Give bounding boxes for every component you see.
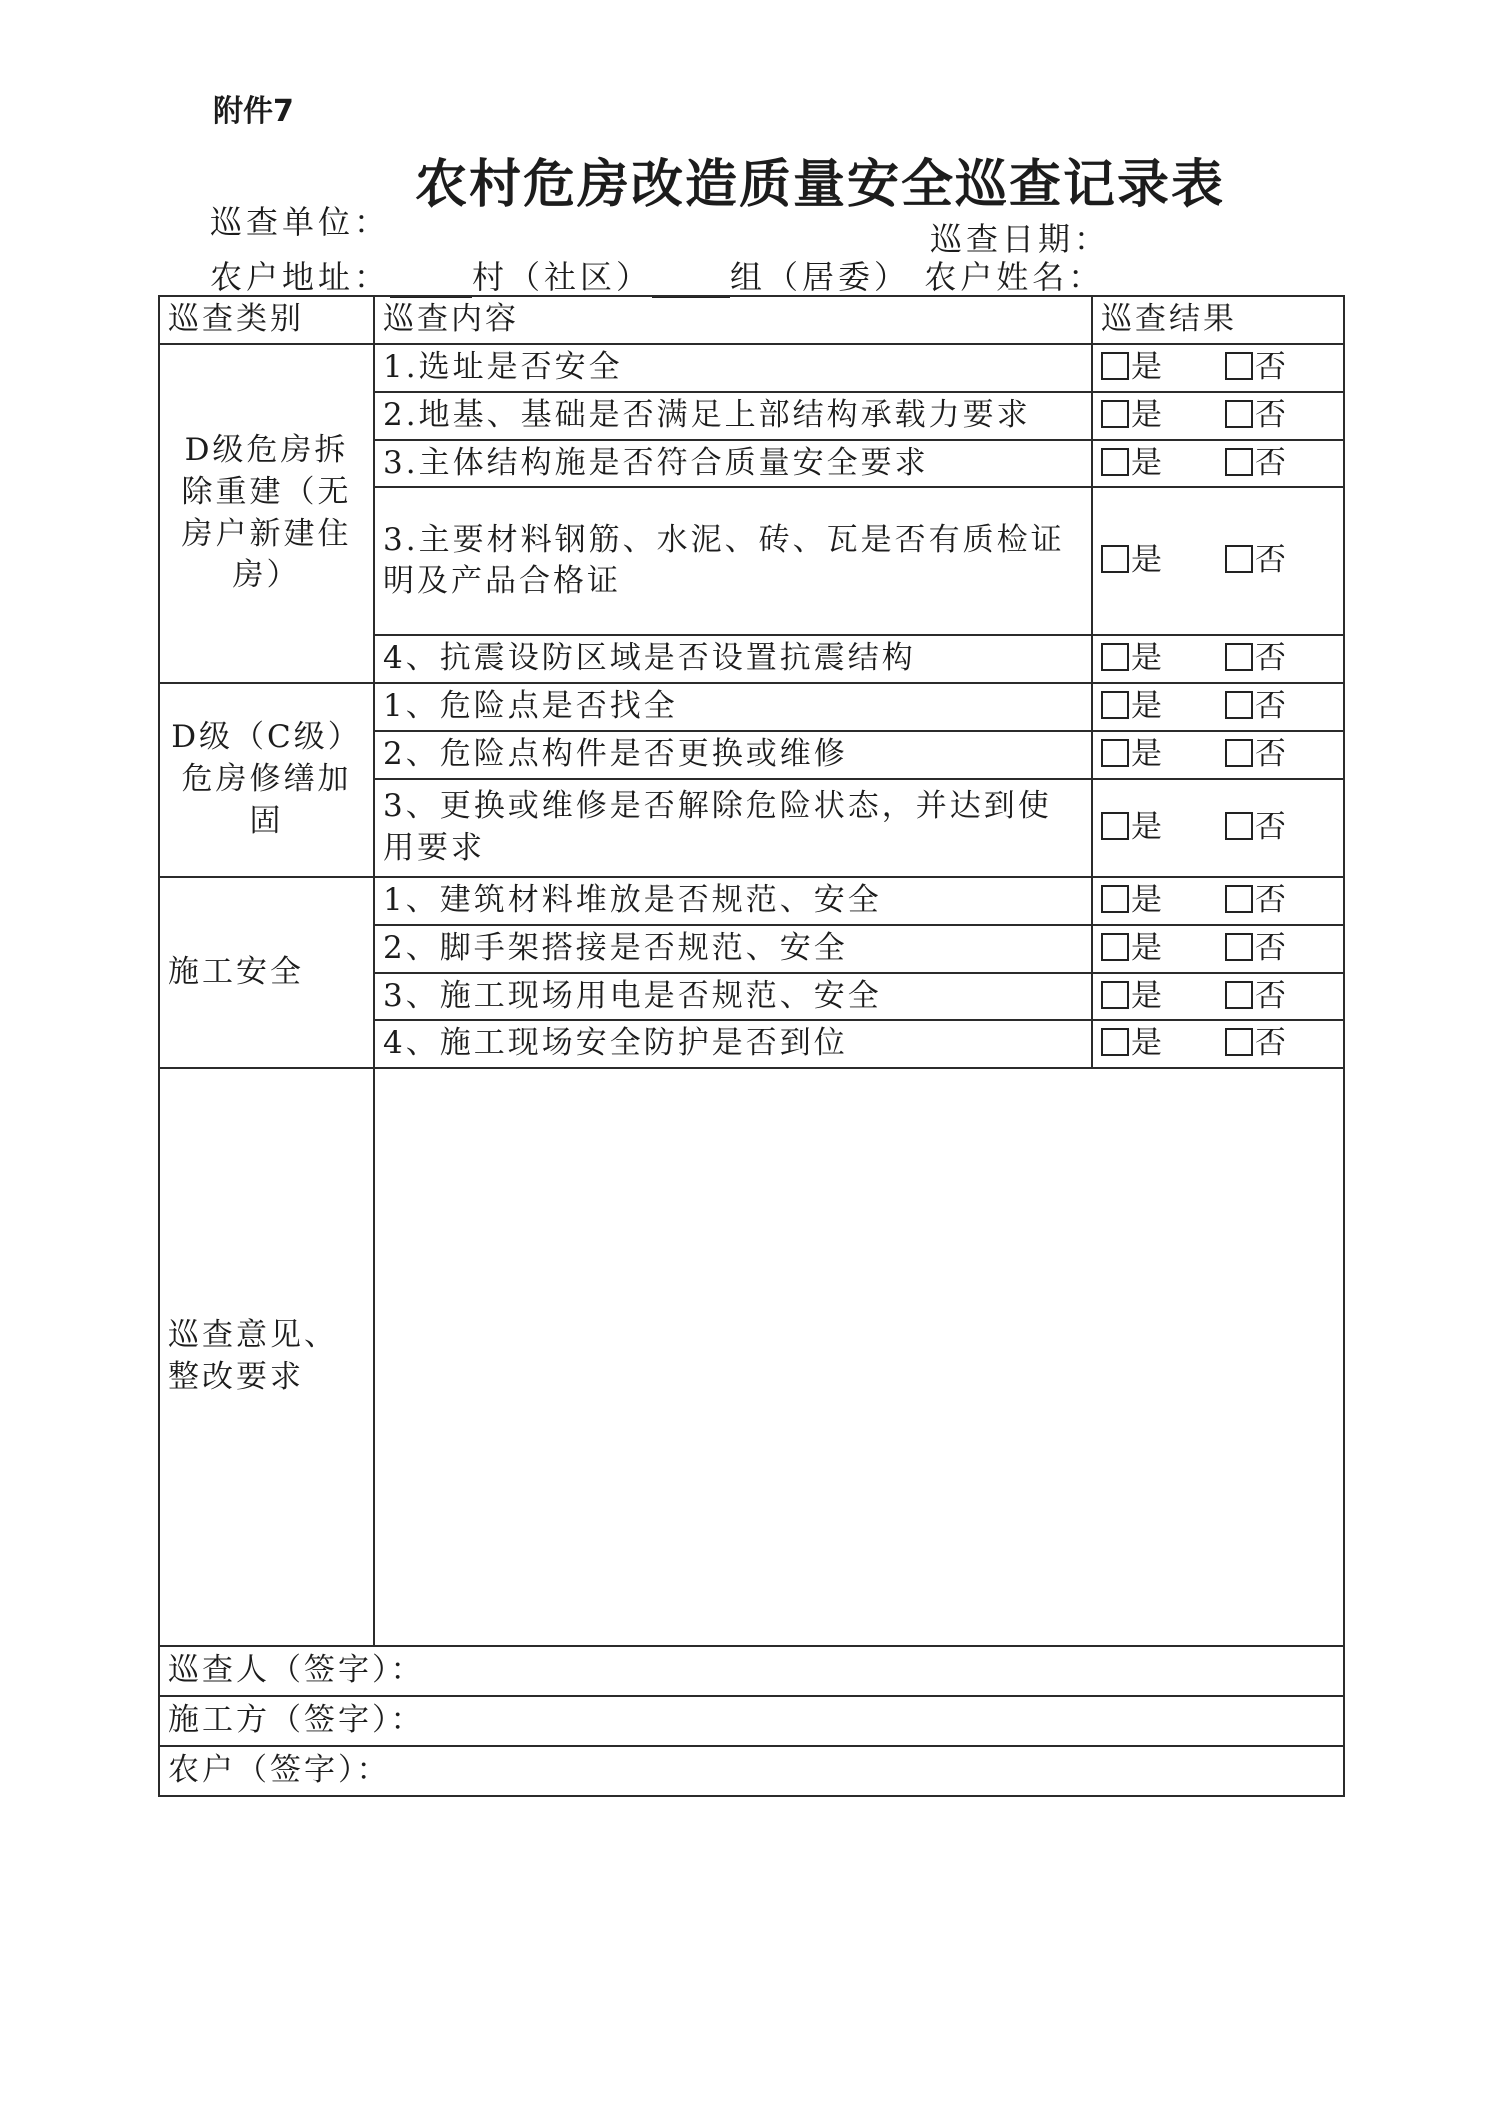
checkbox-icon[interactable] (1225, 643, 1253, 671)
category-cell: 施工安全 (159, 877, 374, 1068)
checkbox-icon[interactable] (1225, 691, 1253, 719)
content-cell: 3、更换或维修是否解除危险状态，并达到使用要求 (374, 779, 1092, 877)
category-cell: D级危房拆除重建（无房户新建住房） (159, 344, 374, 683)
yes-option[interactable]: 是 (1101, 443, 1165, 485)
no-option[interactable]: 否 (1225, 928, 1289, 970)
inspector-signature[interactable]: 巡查人（签字）： (159, 1646, 1344, 1696)
checkbox-icon[interactable] (1101, 545, 1129, 573)
no-option[interactable]: 否 (1225, 686, 1289, 728)
yes-option[interactable]: 是 (1101, 976, 1165, 1018)
checkbox-icon[interactable] (1225, 1028, 1253, 1056)
yes-option[interactable]: 是 (1101, 395, 1165, 437)
opinion-label: 巡查意见、整改要求 (159, 1068, 374, 1646)
address-label: 农户地址： (210, 258, 391, 296)
household-address-line (210, 252, 1104, 298)
yes-option[interactable]: 是 (1101, 1023, 1165, 1065)
village-label: 村（社区） (472, 258, 653, 296)
opinion-row (159, 1068, 1344, 1646)
checkbox-icon[interactable] (1101, 1028, 1129, 1056)
content-cell: 3.主体结构施是否符合质量安全要求 (374, 440, 1092, 488)
no-option[interactable]: 否 (1225, 347, 1289, 389)
checkbox-icon[interactable] (1225, 739, 1253, 767)
inspection-date-label: 巡查日期： (930, 220, 1111, 258)
content-cell: 4、抗震设防区域是否设置抗震结构 (374, 635, 1092, 683)
result-cell (1092, 440, 1344, 488)
yes-option[interactable]: 是 (1101, 880, 1165, 922)
checkbox-icon[interactable] (1225, 352, 1253, 380)
result-cell (1092, 731, 1344, 779)
checkbox-icon[interactable] (1101, 352, 1129, 380)
yes-option[interactable]: 是 (1101, 686, 1165, 728)
contractor-signature[interactable]: 施工方（签字）： (159, 1696, 1344, 1746)
no-option[interactable]: 否 (1225, 443, 1289, 485)
attachment-label: 附件7 (213, 94, 294, 129)
village-blank[interactable] (390, 266, 472, 298)
yes-option[interactable]: 是 (1101, 734, 1165, 776)
category-cell: D级（C级）危房修缮加固 (159, 683, 374, 877)
result-cell (1092, 487, 1344, 635)
household-signature[interactable]: 农户（签字）： (159, 1746, 1344, 1796)
content-cell: 2、脚手架搭接是否规范、安全 (374, 925, 1092, 973)
checkbox-icon[interactable] (1101, 643, 1129, 671)
checkbox-icon[interactable] (1225, 885, 1253, 913)
yes-option[interactable]: 是 (1101, 807, 1165, 849)
page-title: 农村危房改造质量安全巡查记录表 (415, 154, 1226, 215)
table-row (159, 344, 1344, 392)
content-cell: 1.选址是否安全 (374, 344, 1092, 392)
yes-option[interactable]: 是 (1101, 347, 1165, 389)
result-cell (1092, 973, 1344, 1021)
checkbox-icon[interactable] (1101, 933, 1129, 961)
checkbox-icon[interactable] (1101, 885, 1129, 913)
signature-row (159, 1746, 1344, 1796)
no-option[interactable]: 否 (1225, 1023, 1289, 1065)
result-cell (1092, 683, 1344, 731)
yes-option[interactable]: 是 (1101, 540, 1165, 582)
content-cell: 4、施工现场安全防护是否到位 (374, 1020, 1092, 1068)
yes-option[interactable]: 是 (1101, 928, 1165, 970)
opinion-input-area[interactable] (374, 1068, 1344, 1646)
result-cell (1092, 635, 1344, 683)
result-cell (1092, 779, 1344, 877)
inspection-unit-label: 巡查单位： (210, 203, 391, 241)
result-column-header: 巡查结果 (1092, 296, 1344, 344)
content-cell: 2、危险点构件是否更换或维修 (374, 731, 1092, 779)
group-blank[interactable] (652, 266, 730, 298)
no-option[interactable]: 否 (1225, 880, 1289, 922)
no-option[interactable]: 否 (1225, 638, 1289, 680)
content-column-header: 巡查内容 (374, 296, 1092, 344)
result-cell (1092, 925, 1344, 973)
content-cell: 1、建筑材料堆放是否规范、安全 (374, 877, 1092, 925)
result-cell (1092, 344, 1344, 392)
household-name-label: 农户姓名： (924, 258, 1105, 296)
content-cell: 3、施工现场用电是否规范、安全 (374, 973, 1092, 1021)
content-cell: 1、危险点是否找全 (374, 683, 1092, 731)
checkbox-icon[interactable] (1101, 739, 1129, 767)
no-option[interactable]: 否 (1225, 807, 1289, 849)
checkbox-icon[interactable] (1101, 448, 1129, 476)
result-cell (1092, 877, 1344, 925)
result-cell (1092, 392, 1344, 440)
no-option[interactable]: 否 (1225, 976, 1289, 1018)
checkbox-icon[interactable] (1101, 981, 1129, 1009)
checkbox-icon[interactable] (1225, 545, 1253, 573)
checkbox-icon[interactable] (1101, 400, 1129, 428)
table-row (159, 683, 1344, 731)
checkbox-icon[interactable] (1225, 933, 1253, 961)
content-cell: 2.地基、基础是否满足上部结构承载力要求 (374, 392, 1092, 440)
no-option[interactable]: 否 (1225, 395, 1289, 437)
checkbox-icon[interactable] (1225, 448, 1253, 476)
checkbox-icon[interactable] (1225, 400, 1253, 428)
checkbox-icon[interactable] (1225, 812, 1253, 840)
table-header-row (159, 296, 1344, 344)
checkbox-icon[interactable] (1225, 981, 1253, 1009)
yes-option[interactable]: 是 (1101, 638, 1165, 680)
result-cell (1092, 1020, 1344, 1068)
table-row (159, 877, 1344, 925)
group-label: 组（居委） (730, 258, 911, 296)
signature-row (159, 1646, 1344, 1696)
signature-row (159, 1696, 1344, 1746)
inspection-form-table (158, 295, 1345, 1797)
content-cell: 3.主要材料钢筋、水泥、砖、瓦是否有质检证明及产品合格证 (374, 487, 1092, 635)
no-option[interactable]: 否 (1225, 540, 1289, 582)
no-option[interactable]: 否 (1225, 734, 1289, 776)
checkbox-icon[interactable] (1101, 691, 1129, 719)
checkbox-icon[interactable] (1101, 812, 1129, 840)
category-column-header: 巡查类别 (159, 296, 374, 344)
